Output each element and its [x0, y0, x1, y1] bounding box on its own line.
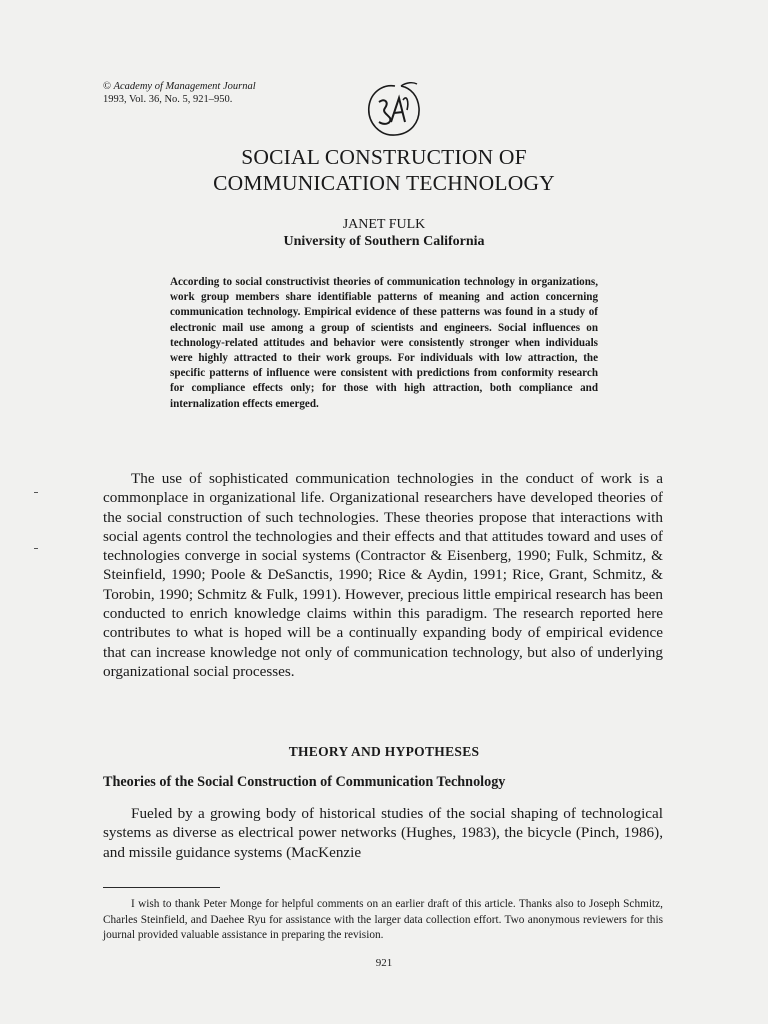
- section-heading: THEORY AND HYPOTHESES: [288, 744, 480, 759]
- footnote-rule: [103, 887, 220, 888]
- author-affiliation: University of Southern California: [283, 234, 485, 249]
- abstract: According to social constructivist theories of communication technology in organizations, work group members share identifiable patterns of meaning and action concerning communication technology. Empirical evidence of these patterns was found in a study of electronic mail use among a group of scientists and engineers. Social influences on technology-related attitudes and behavior were consistently stronger when individuals were highly attracted to their work groups. For individuals with low attraction, the specific patterns of influence were consistent with predictions from conformity research for compliance effects only; for those with high attraction, both compliance and internalization effects emerged.: [170, 276, 598, 410]
- body-paragraph-2: Fueled by a growing body of historical studies of the social shaping of technological systems as diverse as electrical power networks (Hughes, 1983), the bicycle (Pinch, 1986), and missile guidance systems (MacKenzie: [103, 805, 663, 861]
- journal-name-line: [103, 80, 256, 93]
- title-line-1: SOCIAL CONSTRUCTION OF: [241, 145, 527, 169]
- journal-citation-block: [103, 80, 256, 106]
- subsection-heading: Theories of the Social Construction of Communication Technology: [103, 774, 506, 790]
- author-name: JANET FULK: [342, 217, 426, 232]
- copyright-symbol: ©: [103, 81, 111, 92]
- scan-speck: [34, 492, 38, 493]
- handwritten-stamp-icon: [357, 80, 427, 140]
- page-number: 921: [375, 957, 393, 969]
- author-block: [0, 216, 768, 250]
- footnote: I wish to thank Peter Monge for helpful comments on an earlier draft of this article. Thanks also to Joseph Schmitz, Charles Steinfield, and Daehee Ryu for assistance with the larger data collection effort. Two anonymous reviewers for this journal provided valuable assistance in preparing the revision.: [103, 898, 663, 941]
- paper-title: [0, 144, 768, 196]
- title-line-2: COMMUNICATION TECHNOLOGY: [213, 171, 555, 195]
- journal-name: Academy of Management Journal: [113, 81, 256, 92]
- body-paragraph-1: The use of sophisticated communication technologies in the conduct of work is a commonplace in organizational life. Organizational researchers have developed theories of the social construction of such technologies. These theories propose that interactions with social agents control the technologies and their effects and that attitudes toward and uses of technologies converge in social systems (Contractor & Eisenberg, 1990; Fulk, Schmitz, & Steinfield, 1990; Poole & DeSanctis, 1990; Rice & Aydin, 1991; Rice, Grant, Schmitz, & Torobin, 1990; Schmitz & Fulk, 1991). However, precious little empirical research has been conducted to enrich knowledge claims within this paradigm. The research reported here contributes to what is hoped will be a continually expanding body of empirical evidence that can increase knowledge not only of communication technology, but also of underlying organizational social processes.: [103, 470, 663, 680]
- journal-citation: 1993, Vol. 36, No. 5, 921–950.: [103, 94, 233, 105]
- scan-speck: [34, 548, 38, 549]
